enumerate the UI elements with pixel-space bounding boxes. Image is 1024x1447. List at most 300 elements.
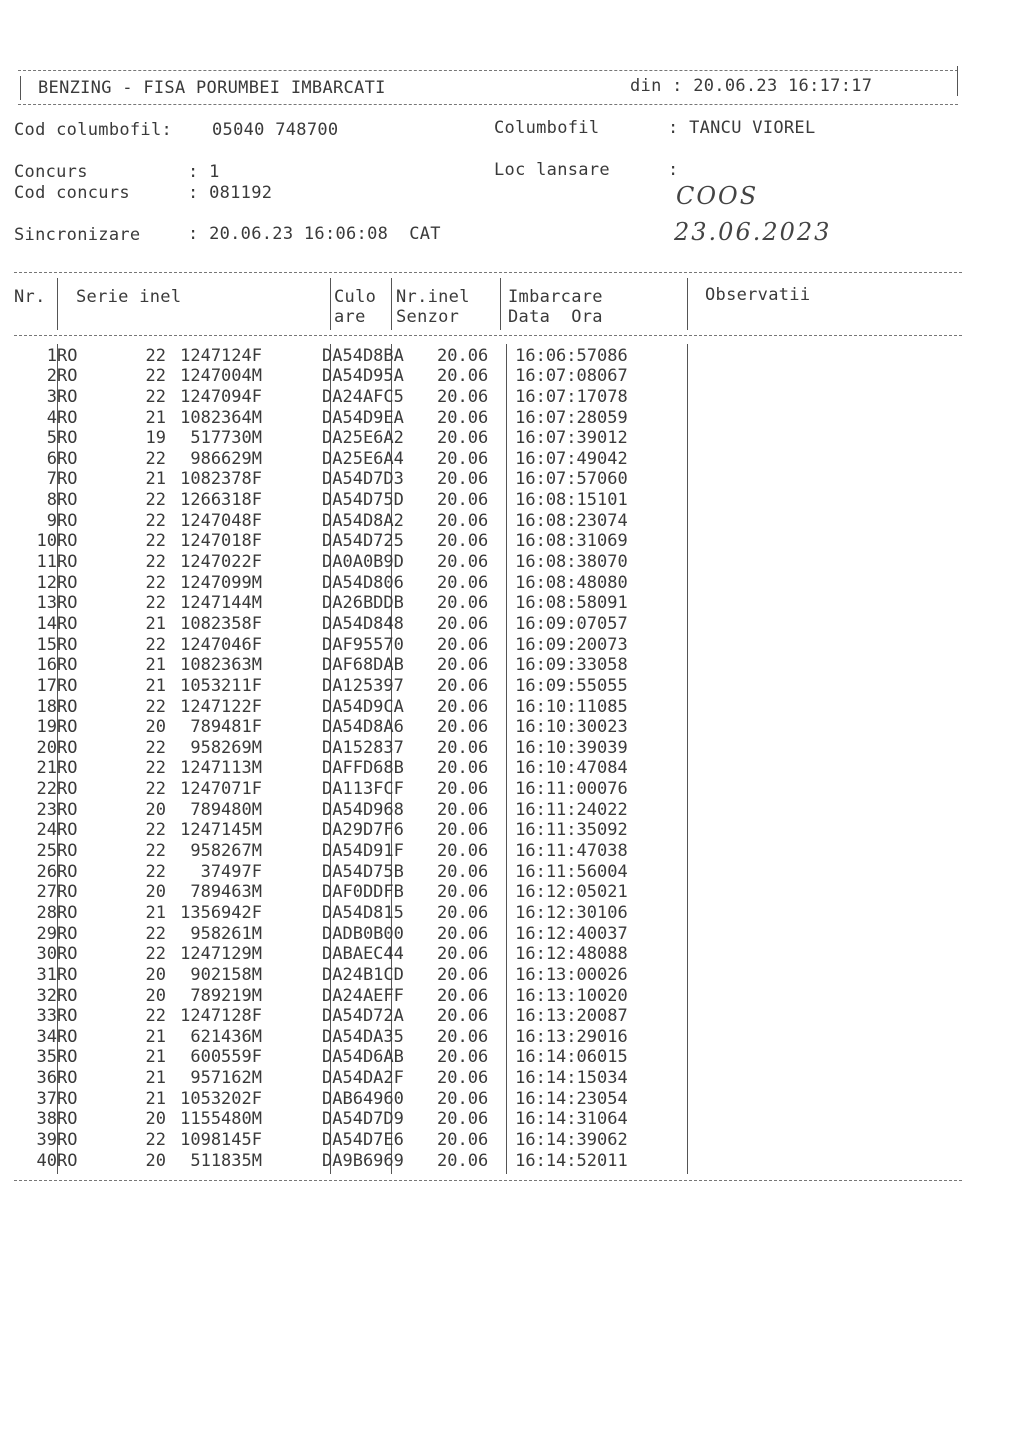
sensor-id: DA54DA35 — [322, 1026, 404, 1047]
row-number: 25 — [36, 841, 57, 862]
loc-lansare-value: : — [668, 160, 679, 180]
sensor-id: DA54D75B — [322, 861, 404, 882]
ring-year: 20 — [145, 799, 166, 820]
observation: 060 — [597, 469, 628, 490]
table-row — [12, 799, 628, 820]
observation: 091 — [597, 593, 628, 614]
color-cell — [262, 882, 322, 903]
concurs-value: : 1 — [188, 162, 220, 182]
country-code: RO — [57, 985, 78, 1006]
observation: 011 — [597, 1150, 628, 1171]
boarding-time: 16:09:20 — [515, 634, 597, 655]
observation: 087 — [597, 1006, 628, 1027]
table-row — [12, 902, 628, 923]
boarding-time: 16:06:57 — [515, 345, 597, 366]
row-number: 28 — [36, 902, 57, 923]
ring-year: 22 — [145, 572, 166, 593]
boarding-time: 16:08:38 — [515, 552, 597, 573]
observation: 059 — [597, 407, 628, 428]
sensor-id: DA29D7F6 — [322, 820, 404, 841]
table-row — [12, 696, 628, 717]
country-code: RO — [57, 758, 78, 779]
ring-number: 958267M — [190, 841, 262, 862]
boarding-time: 16:08:58 — [515, 593, 597, 614]
ring-number: 986629M — [190, 448, 262, 469]
boarding-date: 20.06 — [437, 985, 489, 1006]
table-row — [12, 613, 628, 634]
sensor-id: DA54D848 — [322, 613, 404, 634]
col-header-imbarcare-2: Data Ora — [508, 307, 603, 327]
ring-number: 1266318F — [180, 490, 262, 511]
sensor-id: DAFFD68B — [322, 758, 404, 779]
observation: 067 — [597, 366, 628, 387]
row-number: 8 — [46, 490, 57, 511]
color-cell — [262, 531, 322, 552]
table-row — [12, 655, 628, 676]
row-number: 13 — [36, 593, 57, 614]
ring-number: 958261M — [190, 923, 262, 944]
color-cell — [262, 778, 322, 799]
color-cell — [262, 655, 322, 676]
table-row — [12, 840, 628, 861]
ring-year: 19 — [145, 428, 166, 449]
boarding-time: 16:14:06 — [515, 1047, 597, 1068]
ring-year: 20 — [145, 964, 166, 985]
sensor-id: DAB64960 — [322, 1088, 404, 1109]
row-number: 2 — [46, 366, 57, 387]
table-row — [12, 489, 628, 510]
ring-year: 21 — [145, 1026, 166, 1047]
table-header-rule — [14, 335, 962, 336]
col-header-nr: Nr. — [14, 287, 46, 307]
boarding-time: 16:12:40 — [515, 923, 597, 944]
boarding-date: 20.06 — [437, 882, 489, 903]
ring-year: 22 — [145, 366, 166, 387]
color-cell — [262, 944, 322, 965]
observation: 042 — [597, 448, 628, 469]
ring-number: 1247004M — [180, 366, 262, 387]
sensor-id: DAF68DAB — [322, 655, 404, 676]
country-code: RO — [57, 428, 78, 449]
color-cell — [262, 840, 322, 861]
observation: 074 — [597, 510, 628, 531]
ring-year: 22 — [145, 593, 166, 614]
ring-number: 789480M — [190, 799, 262, 820]
table-row — [12, 985, 628, 1006]
table-row — [12, 778, 628, 799]
ring-year: 21 — [145, 1047, 166, 1068]
header-bottom-rule — [18, 104, 958, 105]
color-cell — [262, 489, 322, 510]
country-code: RO — [57, 902, 78, 923]
boarding-time: 16:07:39 — [515, 428, 597, 449]
country-code: RO — [57, 882, 78, 903]
sensor-id: DA54D7E6 — [322, 1129, 404, 1150]
col-header-imbarcare-1: Imbarcare — [508, 287, 603, 307]
color-cell — [262, 737, 322, 758]
sensor-id: DA54D968 — [322, 799, 404, 820]
row-number: 37 — [36, 1088, 57, 1109]
concurs-label: Concurs — [14, 162, 88, 182]
ring-year: 22 — [145, 345, 166, 366]
boarding-date: 20.06 — [437, 964, 489, 985]
table-row — [12, 758, 628, 779]
row-number: 29 — [36, 923, 57, 944]
country-code: RO — [57, 1150, 78, 1171]
col-divider-imbarcare — [687, 278, 688, 330]
boarding-time: 16:13:29 — [515, 1026, 597, 1047]
country-code: RO — [57, 1006, 78, 1027]
boarding-date: 20.06 — [437, 799, 489, 820]
table-row — [12, 386, 628, 407]
ring-number: 789481F — [190, 717, 262, 738]
country-code: RO — [57, 1068, 78, 1089]
row-number: 23 — [36, 799, 57, 820]
ring-number: 1247113M — [180, 758, 262, 779]
ring-number: 1053211F — [180, 675, 262, 696]
color-cell — [262, 1150, 322, 1171]
row-number: 36 — [36, 1068, 57, 1089]
header-left-edge — [20, 76, 21, 100]
boarding-date: 20.06 — [437, 634, 489, 655]
table-row — [12, 1067, 628, 1088]
boarding-date: 20.06 — [437, 737, 489, 758]
ring-year: 22 — [145, 490, 166, 511]
ring-year: 21 — [145, 675, 166, 696]
boarding-time: 16:11:47 — [515, 841, 597, 862]
color-cell — [262, 964, 322, 985]
country-code: RO — [57, 696, 78, 717]
country-code: RO — [57, 552, 78, 573]
ring-year: 22 — [145, 448, 166, 469]
boarding-time: 16:07:08 — [515, 366, 597, 387]
observation: 062 — [597, 1129, 628, 1150]
sensor-id: DAF0DDFB — [322, 882, 404, 903]
table-row — [12, 737, 628, 758]
row-number: 26 — [36, 861, 57, 882]
boarding-date: 20.06 — [437, 386, 489, 407]
country-code: RO — [57, 593, 78, 614]
ring-year: 22 — [145, 841, 166, 862]
sensor-id: DA113FCF — [322, 779, 404, 800]
ring-number: 37497F — [200, 861, 262, 882]
color-cell — [262, 407, 322, 428]
country-code: RO — [57, 490, 78, 511]
col-header-culoare-1: Culo — [334, 287, 377, 307]
observation: 034 — [597, 1068, 628, 1089]
boarding-date: 20.06 — [437, 448, 489, 469]
country-code: RO — [57, 675, 78, 696]
table-row — [12, 531, 628, 552]
boarding-date: 20.06 — [437, 944, 489, 965]
row-number: 1 — [46, 345, 57, 366]
table-row — [12, 1006, 628, 1027]
boarding-time: 16:14:31 — [515, 1109, 597, 1130]
row-number: 5 — [46, 428, 57, 449]
country-code: RO — [57, 737, 78, 758]
observation: 064 — [597, 1109, 628, 1130]
boarding-date: 20.06 — [437, 820, 489, 841]
country-code: RO — [57, 1026, 78, 1047]
row-number: 19 — [36, 717, 57, 738]
col-divider-senzor — [500, 278, 501, 330]
ring-number: 1247094F — [180, 386, 262, 407]
row-number: 32 — [36, 985, 57, 1006]
table-row — [12, 448, 628, 469]
sensor-id: DA54DA2F — [322, 1068, 404, 1089]
country-code: RO — [57, 1109, 78, 1130]
observation: 106 — [597, 902, 628, 923]
country-code: RO — [57, 655, 78, 676]
boarding-time: 16:07:17 — [515, 386, 597, 407]
ring-year: 22 — [145, 552, 166, 573]
ring-number: 600559F — [190, 1047, 262, 1068]
row-number: 4 — [46, 407, 57, 428]
ring-year: 22 — [145, 386, 166, 407]
ring-year: 22 — [145, 779, 166, 800]
row-number: 39 — [36, 1129, 57, 1150]
sensor-id: DA54D8BA — [322, 345, 404, 366]
row-number: 33 — [36, 1006, 57, 1027]
ring-year: 21 — [145, 469, 166, 490]
ring-year: 22 — [145, 737, 166, 758]
ring-number: 1082358F — [180, 613, 262, 634]
col-divider-nr — [57, 278, 58, 330]
ring-year: 22 — [145, 820, 166, 841]
table-row — [12, 1026, 628, 1047]
observation: 016 — [597, 1026, 628, 1047]
boarding-time: 16:07:28 — [515, 407, 597, 428]
ring-number: 1247144M — [180, 593, 262, 614]
observation: 086 — [597, 345, 628, 366]
ring-year: 21 — [145, 1068, 166, 1089]
color-cell — [262, 448, 322, 469]
sensor-id: DADB0B00 — [322, 923, 404, 944]
boarding-time: 16:09:55 — [515, 675, 597, 696]
ring-year: 20 — [145, 985, 166, 1006]
ring-number: 1247124F — [180, 345, 262, 366]
boarding-date: 20.06 — [437, 923, 489, 944]
boarding-time: 16:14:15 — [515, 1068, 597, 1089]
row-number: 27 — [36, 882, 57, 903]
observation: 054 — [597, 1088, 628, 1109]
country-code: RO — [57, 717, 78, 738]
sensor-id: DABAEC44 — [322, 944, 404, 965]
boarding-time: 16:12:05 — [515, 882, 597, 903]
boarding-date: 20.06 — [437, 902, 489, 923]
observation: 078 — [597, 386, 628, 407]
sensor-id: DAF95570 — [322, 634, 404, 655]
table-row — [12, 469, 628, 490]
ring-number: 621436M — [190, 1026, 262, 1047]
observation: 084 — [597, 758, 628, 779]
ring-number: 1053202F — [180, 1088, 262, 1109]
col-divider-culoare — [391, 278, 392, 330]
color-cell — [262, 593, 322, 614]
sincronizare-value: : 20.06.23 16:06:08 CAT — [188, 224, 441, 244]
sensor-id: DA54D91F — [322, 841, 404, 862]
table-bottom-rule — [14, 1180, 962, 1181]
color-cell — [262, 634, 322, 655]
col-header-senzor-1: Nr.inel — [396, 287, 470, 307]
ring-number: 789463M — [190, 882, 262, 903]
country-code: RO — [57, 861, 78, 882]
ring-year: 22 — [145, 510, 166, 531]
color-cell — [262, 696, 322, 717]
observation: 101 — [597, 490, 628, 511]
row-number: 17 — [36, 675, 57, 696]
ring-number: 1247128F — [180, 1006, 262, 1027]
sensor-id: DA125397 — [322, 675, 404, 696]
ring-number: 957162M — [190, 1068, 262, 1089]
observation: 021 — [597, 882, 628, 903]
table-row — [12, 1129, 628, 1150]
ring-number: 958269M — [190, 737, 262, 758]
boarding-time: 16:08:48 — [515, 572, 597, 593]
boarding-date: 20.06 — [437, 841, 489, 862]
col-header-serie: Serie inel — [76, 287, 182, 307]
cod-columbofil-label: Cod columbofil: — [14, 120, 173, 140]
handwritten-code: COOS — [676, 182, 759, 210]
color-cell — [262, 366, 322, 387]
ring-number: 1247122F — [180, 696, 262, 717]
boarding-date: 20.06 — [437, 593, 489, 614]
sensor-id: DA0A0B9D — [322, 552, 404, 573]
color-cell — [262, 1129, 322, 1150]
table-row — [12, 1150, 628, 1171]
boarding-date: 20.06 — [437, 552, 489, 573]
color-cell — [262, 572, 322, 593]
col-header-senzor-2: Senzor — [396, 307, 460, 327]
row-number: 38 — [36, 1109, 57, 1130]
observation: 092 — [597, 820, 628, 841]
ring-year: 22 — [145, 531, 166, 552]
boarding-date: 20.06 — [437, 1150, 489, 1171]
country-code: RO — [57, 366, 78, 387]
boarding-time: 16:13:00 — [515, 964, 597, 985]
boarding-date: 20.06 — [437, 428, 489, 449]
boarding-time: 16:12:48 — [515, 944, 597, 965]
observation: 039 — [597, 737, 628, 758]
ring-year: 21 — [145, 655, 166, 676]
ring-year: 21 — [145, 407, 166, 428]
boarding-date: 20.06 — [437, 407, 489, 428]
country-code: RO — [57, 923, 78, 944]
boarding-date: 20.06 — [437, 613, 489, 634]
country-code: RO — [57, 634, 78, 655]
boarding-time: 16:10:11 — [515, 696, 597, 717]
country-code: RO — [57, 1129, 78, 1150]
boarding-date: 20.06 — [437, 717, 489, 738]
row-number: 11 — [36, 552, 57, 573]
color-cell — [262, 902, 322, 923]
sensor-id: DA26BDDB — [322, 593, 404, 614]
row-number: 6 — [46, 448, 57, 469]
boarding-date: 20.06 — [437, 366, 489, 387]
observation: 070 — [597, 552, 628, 573]
observation: 023 — [597, 717, 628, 738]
ring-number: 1247018F — [180, 531, 262, 552]
row-number: 24 — [36, 820, 57, 841]
sensor-id: DA24AEFF — [322, 985, 404, 1006]
color-cell — [262, 799, 322, 820]
boarding-date: 20.06 — [437, 1006, 489, 1027]
header-top-rule — [18, 70, 958, 71]
sensor-id: DA54D8A6 — [322, 717, 404, 738]
row-number: 10 — [36, 531, 57, 552]
color-cell — [262, 1026, 322, 1047]
row-number: 14 — [36, 613, 57, 634]
row-number: 12 — [36, 572, 57, 593]
table-row — [12, 1047, 628, 1068]
rows-divider-imbarcare — [687, 344, 688, 1174]
boarding-time: 16:14:23 — [515, 1088, 597, 1109]
sensor-id: DA54D725 — [322, 531, 404, 552]
observation: 076 — [597, 779, 628, 800]
table-row — [12, 675, 628, 696]
row-number: 7 — [46, 469, 57, 490]
row-number: 31 — [36, 964, 57, 985]
boarding-date: 20.06 — [437, 1047, 489, 1068]
table-row — [12, 345, 628, 366]
row-number: 9 — [46, 510, 57, 531]
boarding-time: 16:08:31 — [515, 531, 597, 552]
cod-concurs-label: Cod concurs — [14, 183, 130, 203]
boarding-time: 16:07:49 — [515, 448, 597, 469]
row-number: 3 — [46, 386, 57, 407]
sensor-id: DA54D8A2 — [322, 510, 404, 531]
sensor-id: DA54D6AB — [322, 1047, 404, 1068]
color-cell — [262, 510, 322, 531]
observation: 020 — [597, 985, 628, 1006]
country-code: RO — [57, 469, 78, 490]
sensor-id: DA54D75D — [322, 490, 404, 511]
ring-number: 1247099M — [180, 572, 262, 593]
table-row — [12, 861, 628, 882]
country-code: RO — [57, 613, 78, 634]
document-title: BENZING - FISA PORUMBEI IMBARCATI — [38, 78, 386, 98]
boarding-time: 16:11:56 — [515, 861, 597, 882]
country-code: RO — [57, 820, 78, 841]
col-header-observatii: Observatii — [705, 285, 811, 305]
observation: 088 — [597, 944, 628, 965]
color-cell — [262, 717, 322, 738]
columbofil-value: : TANCU VIOREL — [668, 118, 816, 138]
sensor-id: DA24AFC5 — [322, 386, 404, 407]
sensor-id: DA152837 — [322, 737, 404, 758]
boarding-date: 20.06 — [437, 1068, 489, 1089]
boarding-date: 20.06 — [437, 758, 489, 779]
ring-year: 22 — [145, 861, 166, 882]
country-code: RO — [57, 779, 78, 800]
table-row — [12, 923, 628, 944]
ring-number: 1082378F — [180, 469, 262, 490]
ring-number: 1082363M — [180, 655, 262, 676]
row-number: 20 — [36, 737, 57, 758]
boarding-time: 16:12:30 — [515, 902, 597, 923]
ring-number: 902158M — [190, 964, 262, 985]
table-top-rule — [14, 272, 962, 273]
sensor-id: DA9B6969 — [322, 1150, 404, 1171]
color-cell — [262, 861, 322, 882]
observation: 012 — [597, 428, 628, 449]
observation: 058 — [597, 655, 628, 676]
ring-number: 1247129M — [180, 944, 262, 965]
ring-year: 20 — [145, 882, 166, 903]
country-code: RO — [57, 799, 78, 820]
observation: 026 — [597, 964, 628, 985]
col-header-culoare-2: are — [334, 307, 366, 327]
